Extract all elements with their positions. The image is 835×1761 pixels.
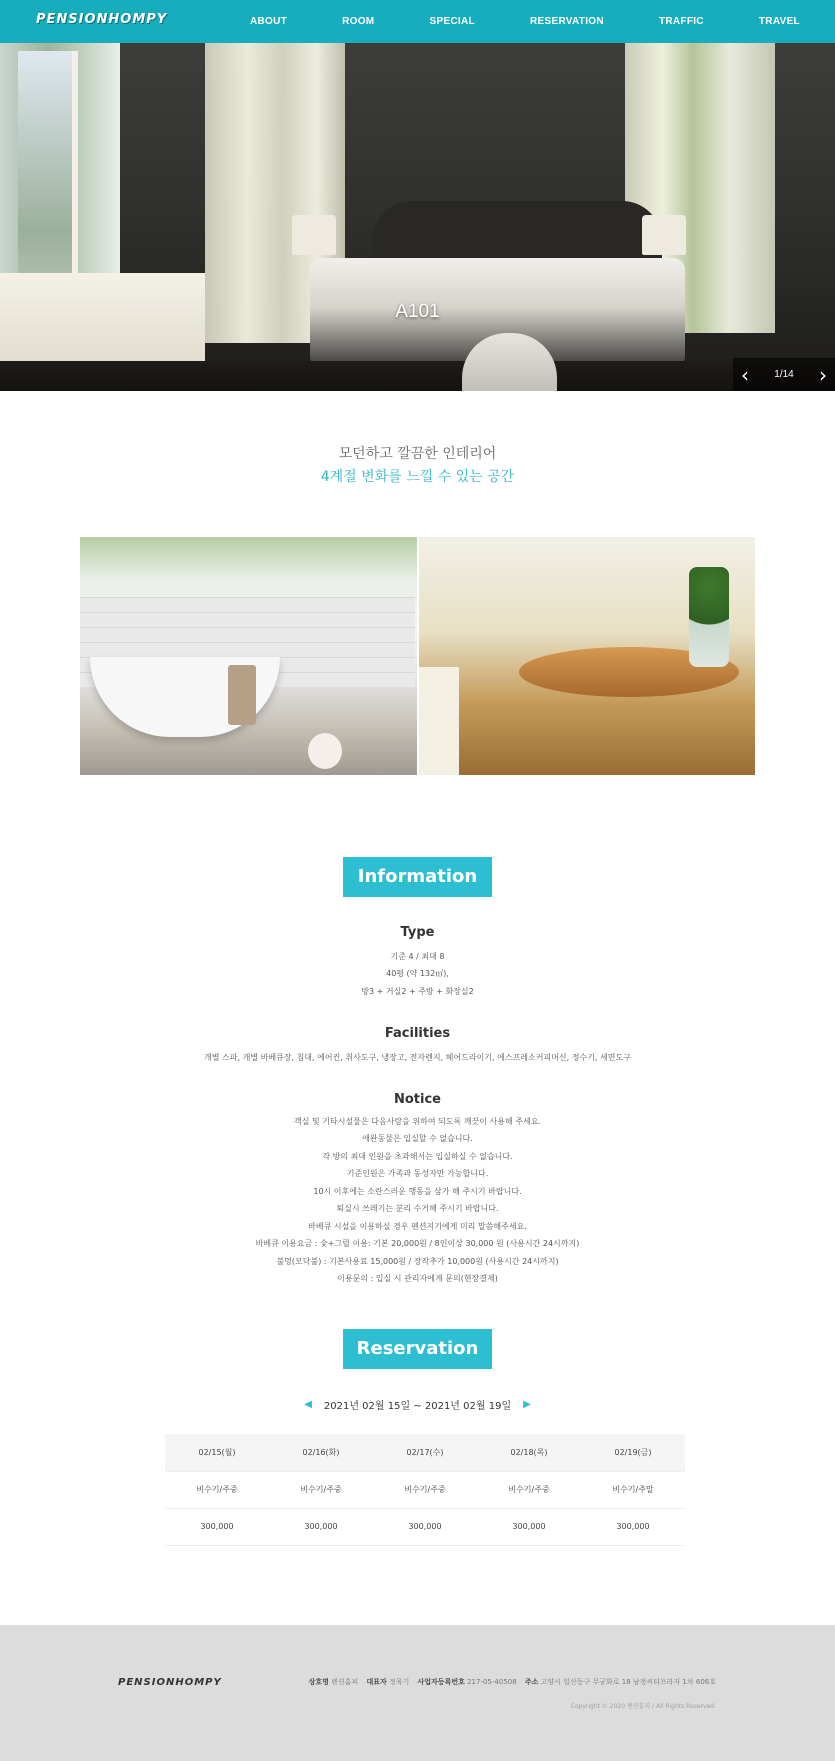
hero-slider (0, 43, 835, 391)
date-cell: 02/16(화) (269, 1434, 373, 1471)
bizno-label: 사업자등록번호 (417, 1678, 465, 1686)
photo-towel (228, 665, 256, 725)
hero-floor (0, 361, 835, 391)
season-cell: 비수기/주중 (269, 1471, 373, 1508)
notice-line: 바베큐 이용요금 : 숯+그릴 이용: 기본 20,000원 / 8인이상 30,000 원 (사용시간 24시까지) (255, 1239, 580, 1248)
season-cell: 비수기/주중 (477, 1471, 581, 1508)
nav-special[interactable]: SPECIAL (429, 16, 475, 27)
dining-photo (419, 537, 756, 775)
slider-controls (733, 358, 835, 391)
date-cell: 02/15(월) (165, 1434, 269, 1471)
ceo-value: 정육기 (388, 1678, 410, 1686)
season-row (165, 1471, 685, 1508)
nav-about[interactable]: ABOUT (250, 16, 288, 27)
chevron-left-icon[interactable]: ‹ (741, 362, 749, 387)
footer-logo[interactable]: PENSIONHOMPY (118, 1677, 222, 1688)
reservation-table (165, 1434, 685, 1546)
facilities-heading: Facilities (384, 1026, 451, 1041)
date-cell: 02/17(수) (373, 1434, 477, 1471)
top-header (0, 0, 835, 43)
nav-traffic[interactable]: TRAFFIC (658, 16, 704, 27)
notice-line: 애완동물은 입실할 수 없습니다. (362, 1134, 473, 1143)
photo-teddy-bear (308, 733, 342, 769)
hero-lamp-right (642, 215, 686, 255)
nav-travel[interactable]: TRAVEL (758, 16, 800, 27)
notice-line: 각 방의 최대 인원을 초과해서는 입실하실 수 없습니다. (322, 1152, 513, 1161)
intro-line-2: 4계절 변화를 느낄 수 있는 공간 (320, 469, 515, 485)
price-row (165, 1508, 685, 1545)
notice-line: 바베큐 시설을 이용하실 경우 펜션지기에게 미리 말씀해주세요. (308, 1222, 527, 1231)
copyright: Copyright © 2020 펜션홈피 / All Rights Reserved. (570, 1703, 716, 1710)
date-cell: 02/18(목) (477, 1434, 581, 1471)
address-label: 주소 (524, 1678, 539, 1686)
main-nav (240, 0, 810, 43)
company-value: 펜션홈피 (331, 1678, 359, 1686)
information-title: Information (343, 857, 492, 897)
company-info (303, 1677, 716, 1687)
price-cell[interactable]: 300,000 (269, 1508, 373, 1545)
room-gallery (80, 537, 755, 775)
type-line: 40평 (약 132㎡), (386, 969, 449, 978)
slide-counter: 1/14 (774, 369, 794, 380)
date-range-label: 2021년 02월 15일 ~ 2021년 02월 19일 (323, 1401, 512, 1412)
site-logo[interactable]: PENSIONHOMPY (36, 12, 168, 27)
bizno-value: 217-05-40508 (467, 1678, 517, 1686)
nav-reservation[interactable]: RESERVATION (530, 16, 604, 27)
type-line: 방3 + 거실2 + 주방 + 화장실2 (361, 987, 474, 996)
notice-line: 퇴실시 쓰레기는 분리 수거해 주시기 바랍니다. (336, 1204, 499, 1213)
photo-flower-vase (689, 567, 729, 667)
price-cell[interactable]: 300,000 (373, 1508, 477, 1545)
notice-line: 이용문의 : 입실 시 관리자에게 문의(현장결제) (337, 1274, 498, 1283)
intro-line-1: 모던하고 깔끔한 인테리어 (338, 446, 497, 462)
site-footer (0, 1625, 835, 1761)
price-cell[interactable]: 300,000 (165, 1508, 269, 1545)
season-cell: 비수기/주중 (165, 1471, 269, 1508)
notice-line: 기준인원은 가족과 동성자만 가능합니다. (346, 1169, 489, 1178)
chevron-right-icon[interactable]: › (819, 362, 827, 387)
hero-lamp-left (292, 215, 336, 255)
address-value: 고양시 일산동구 무궁화로 18 남정씨티프라자 1차 606호 (540, 1678, 716, 1686)
company-label: 상호명 (308, 1678, 329, 1686)
price-cell[interactable]: 300,000 (581, 1508, 685, 1545)
reservation-title: Reservation (343, 1329, 492, 1369)
season-cell: 비수기/주말 (581, 1471, 685, 1508)
bathroom-photo (80, 537, 417, 775)
next-week-icon[interactable]: ▶ (523, 1399, 531, 1410)
nav-room[interactable]: ROOM (342, 16, 375, 27)
photo-bed-edge (419, 667, 459, 775)
prev-week-icon[interactable]: ◀ (304, 1399, 312, 1410)
date-row (165, 1434, 685, 1471)
hero-room-caption: A101 (395, 301, 440, 322)
notice-line: 10시 이후에는 소란스러운 행동을 삼가 해 주시기 바랍니다. (313, 1187, 522, 1196)
type-line: 기준 4 / 최대 8 (390, 952, 445, 961)
date-range-nav (0, 1397, 835, 1412)
type-heading: Type (400, 925, 435, 940)
facilities-line: 개별 스파, 개별 바베큐장, 침대, 에어컨, 취사도구, 냉장고, 전자렌지, 헤어드라이기, 에스프레소커피머신, 정수기, 세면도구 (204, 1053, 631, 1062)
date-cell: 02/19(금) (581, 1434, 685, 1471)
season-cell: 비수기/주중 (373, 1471, 477, 1508)
notice-line: 불멍(모닥불) : 기본사용료 15,000원 / 장작추가 10,000원 (사용시간 24시까지) (276, 1257, 559, 1266)
price-cell[interactable]: 300,000 (477, 1508, 581, 1545)
notice-line: 객실 및 기타시설물은 다음사람을 위하여 되도록 깨끗이 사용해 주세요. (294, 1117, 541, 1126)
notice-heading: Notice (393, 1092, 441, 1107)
ceo-label: 대표자 (366, 1678, 387, 1686)
